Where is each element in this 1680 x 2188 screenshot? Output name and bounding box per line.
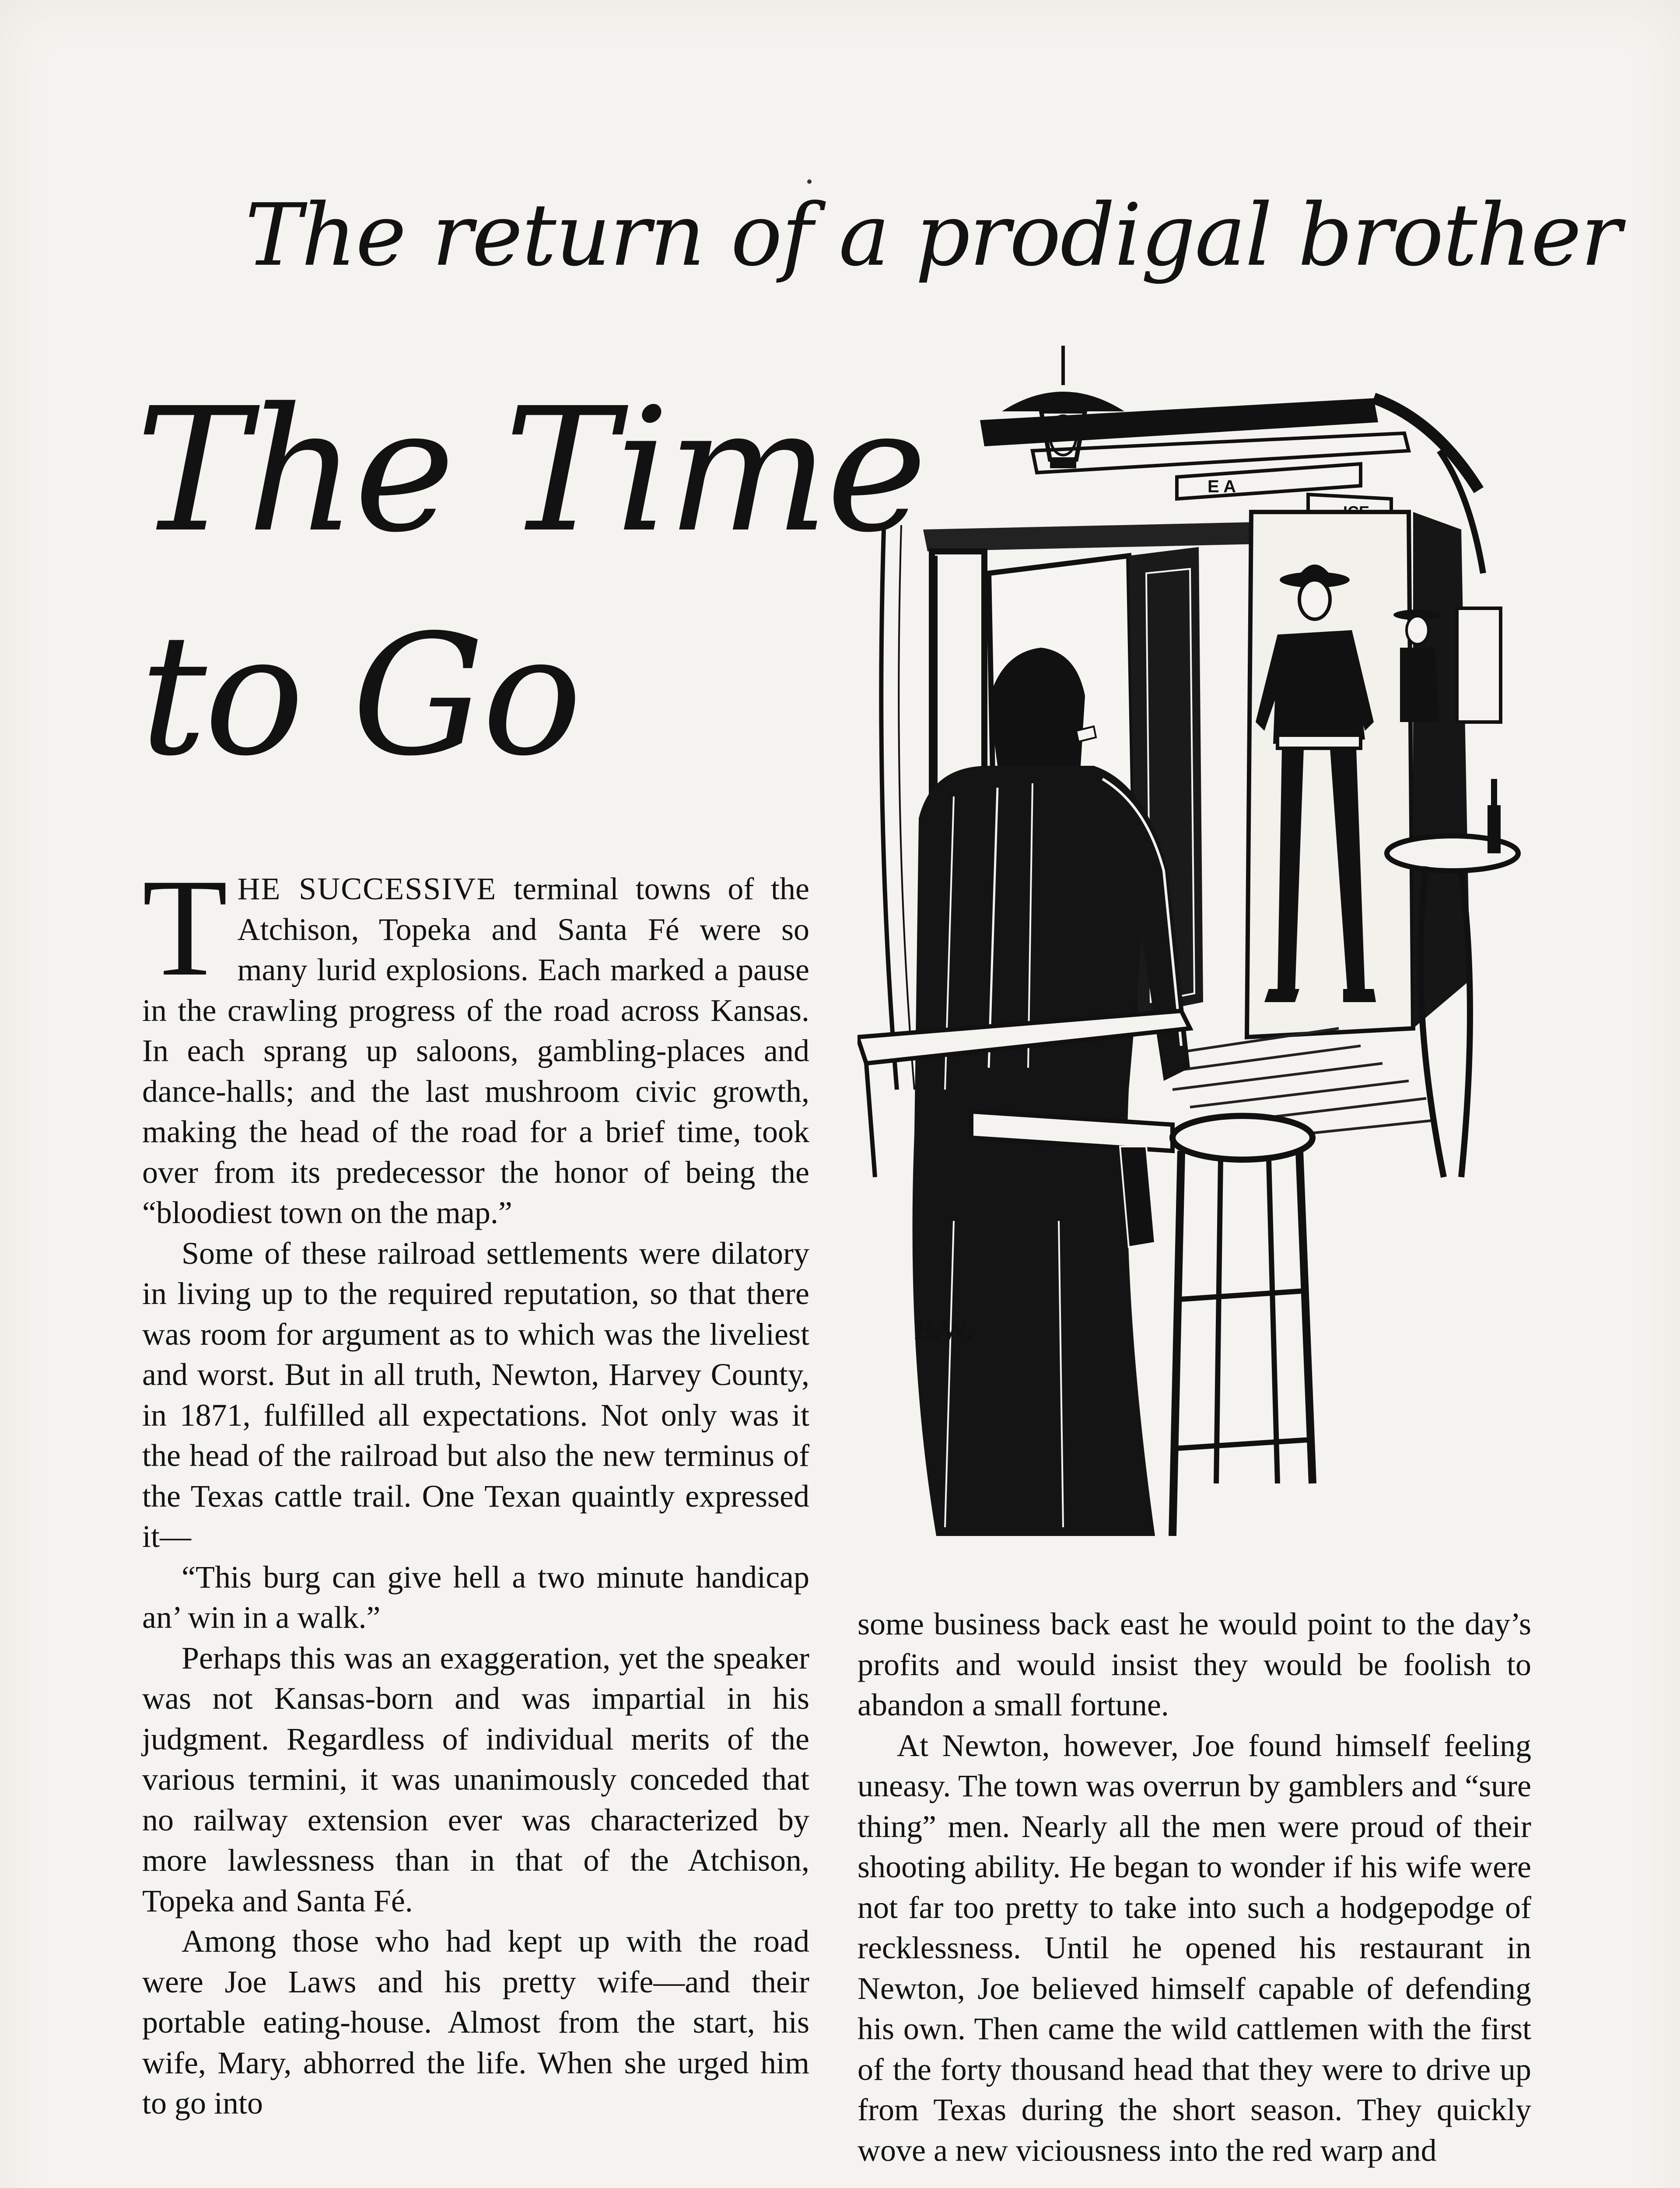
article-paragraph: At Newton, however, Joe found himself feeling uneasy. The town was overrun by gamblers and “sure thing” men. Nearly all the men were proud of their shooting ability. He began to wonder if his wife were not far too pretty to take into such a hodgepodge of recklessness. Until he opened his restaurant in Newton, Joe believed himself capable of defending his own. Then came the wild cattlemen with the first of the forty thousand head that they were to drive up from Texas during the short season. They quickly wove a new viciousness into the red warp and xyxy=(858,1728,1531,2168)
article-right-column xyxy=(858,1604,1531,2170)
article-paragraph: some business back east he would point to the day’s profits and would insist they would be foolish to abandon a small fortune. xyxy=(858,1606,1531,1722)
saloon-gunfighter-illustration xyxy=(858,346,1531,1536)
article-paragraph: Perhaps this was an exaggeration, yet the speaker was not Kansas-born and was impartial in his judgment. Regardless of individual merits of the various termini, it was unanimously conceded that no railway extension ever was characterized by more lawlessness than in that of the Atchison, Topeka and Santa Fé. xyxy=(142,1640,809,1918)
article-opening-paragraph xyxy=(142,850,809,1233)
article-paragraph: “This burg can give hell a two minute handicap an’ win in a walk.” xyxy=(142,1559,809,1635)
article-left-column xyxy=(142,850,809,2124)
article-paragraph: Some of these railroad settlements were dilatory in living up to the required reputation, so that there was room for argument as to which was the liveliest and worst. But in all truth, Newton, Harvey County, in 1871, fulfilled all expectations. Not only was it the head of the railroad but also the new terminus of the Texas cattle trail. One Texan quaintly expressed it— xyxy=(142,1235,809,1554)
bar-stool xyxy=(1172,1116,1312,1536)
article-tagline: The return of a prodigal brother xyxy=(245,186,1621,285)
article-title-line-2: to Go xyxy=(140,599,580,792)
artist-signature: E.W. xyxy=(914,1314,973,1345)
article-paragraph: Among those who had kept up with the road were Joe Laws and his pretty wife—and their portable eating-house. Almost from the start, his wife, Mary, abhorred the life. When she urged him to go into xyxy=(142,1924,809,2121)
print-speck xyxy=(807,179,812,184)
opening-small-caps: HE SUCCESSIVE xyxy=(237,871,497,906)
sign-text-1: E A xyxy=(1208,477,1236,496)
opening-paragraph-text: terminal towns of the Atchison, Topeka and Santa Fé were so many lurid explosions. Each marked a pause in the crawling progress of the road across Kansas. In each sprang up saloons, gambling-places and dance-halls; and the last mushroom civic growth, making the head of the road for a brief time, took over from its predecessor the honor of being the “bloodiest town on the map.” xyxy=(142,871,809,1230)
drop-cap: T xyxy=(142,850,228,1005)
article-title-line-1: The Time xyxy=(136,371,925,570)
